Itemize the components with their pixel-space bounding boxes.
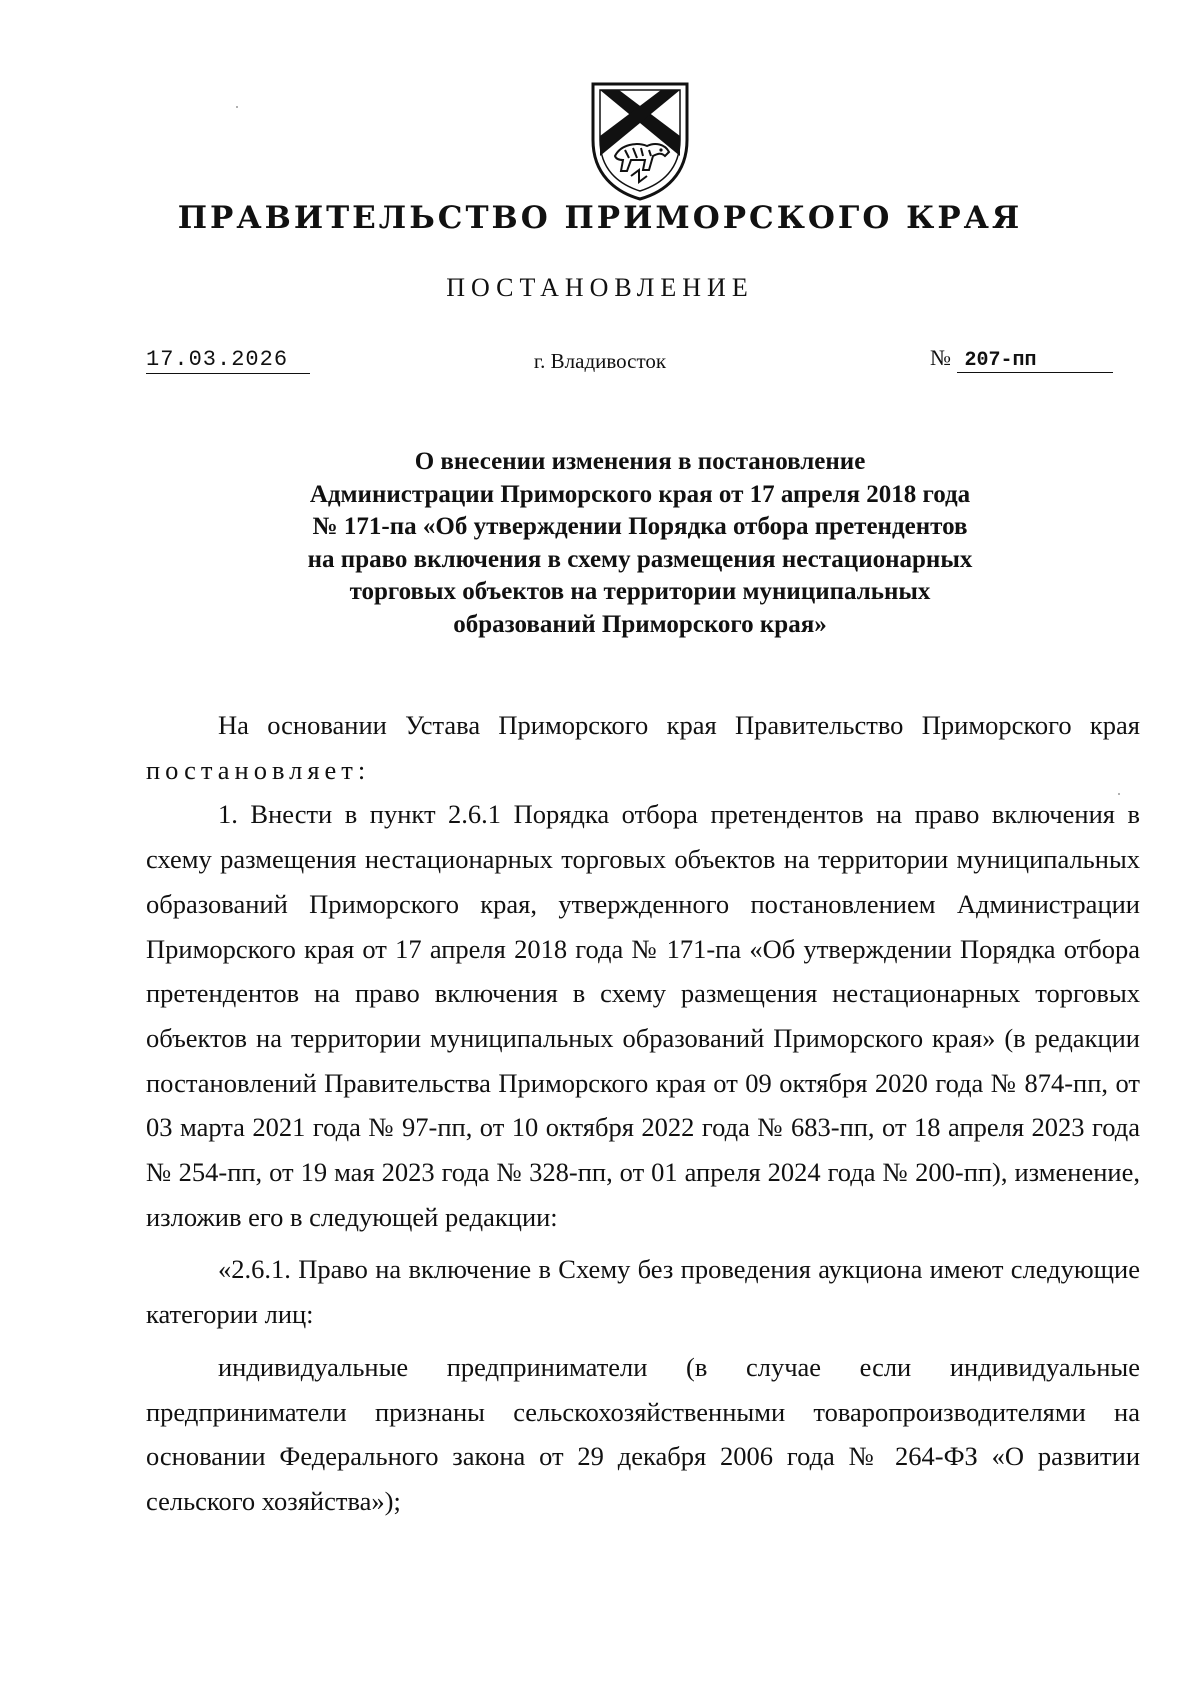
document-number [930,345,1113,373]
document-date: 17.03.2026 [146,347,310,374]
document-city: г. Владивосток [533,349,667,373]
number-value: 207-пп [957,349,1113,373]
preamble-text: На основании Устава Приморского края Правительство Приморского края [218,710,1140,740]
scan-speck [1118,793,1120,795]
number-sign: № [930,345,951,370]
subject-line: Администрации Приморского края от 17 апреля 2018 года [309,480,971,508]
subject-line: № 171-па «Об утверждении Порядка отбора претендентов [312,513,968,540]
government-title: ПРАВИТЕЛЬСТВО ПРИМОРСКОГО КРАЯ [177,200,1023,236]
preamble-paragraph [146,703,1140,792]
scan-speck [236,106,238,108]
subject-line: образований Приморского края» [453,610,827,638]
clause-2-6-1-paragraph: «2.6.1. Право на включение в Схему без проведения аукциона имеют следующие категории лиц: [146,1254,1140,1330]
subject-line: на право включения в схему размещения нестационарных [307,545,973,573]
preamble-verb: постановляет: [146,754,371,785]
item-1-paragraph: 1. Внести в пункт 2.6.1 Порядка отбора претендентов на право включения в схему размещения нестационарных торговых объектов на территории муниципальных образований Приморского края, утвержденного постановлением Администрации Приморского края от 17 апреля 2018 года № 171-па «Об утверждении Порядка отбора претендентов на право включения в схему размещения нестационарных торговых объектов на территории муниципальных образований Приморского края» (в редакции постановлений Правительства Приморского края от 09 октября 2020 года № 874-пп, от 03 марта 2021 года № 97-пп, от 10 октября 2022 года № 683-пп, от 18 апреля 2023 года № 254-пп, от 19 мая 2023 года № 328-пп, от 01 апреля 2024 года № 200-пп), изменение, изложив его в следующей редакции: [146,799,1140,1232]
subject-line: О внесении изменения в постановление [414,448,866,475]
document-body [146,703,1140,1524]
subject-line: торговых объектов на территории муниципальных [349,578,931,605]
document-subject [200,446,1080,641]
coat-of-arms-emblem [585,78,695,203]
category-1-paragraph: индивидуальные предприниматели (в случае если индивидуальные предприниматели признаны сельскохозяйственными товаропроизводителями на основании Федерального закона от 29 декабря 2006 года № 264-ФЗ «О развитии сельского хозяйства»); [146,1351,1140,1516]
document-type: ПОСТАНОВЛЕНИЕ [446,273,754,302]
